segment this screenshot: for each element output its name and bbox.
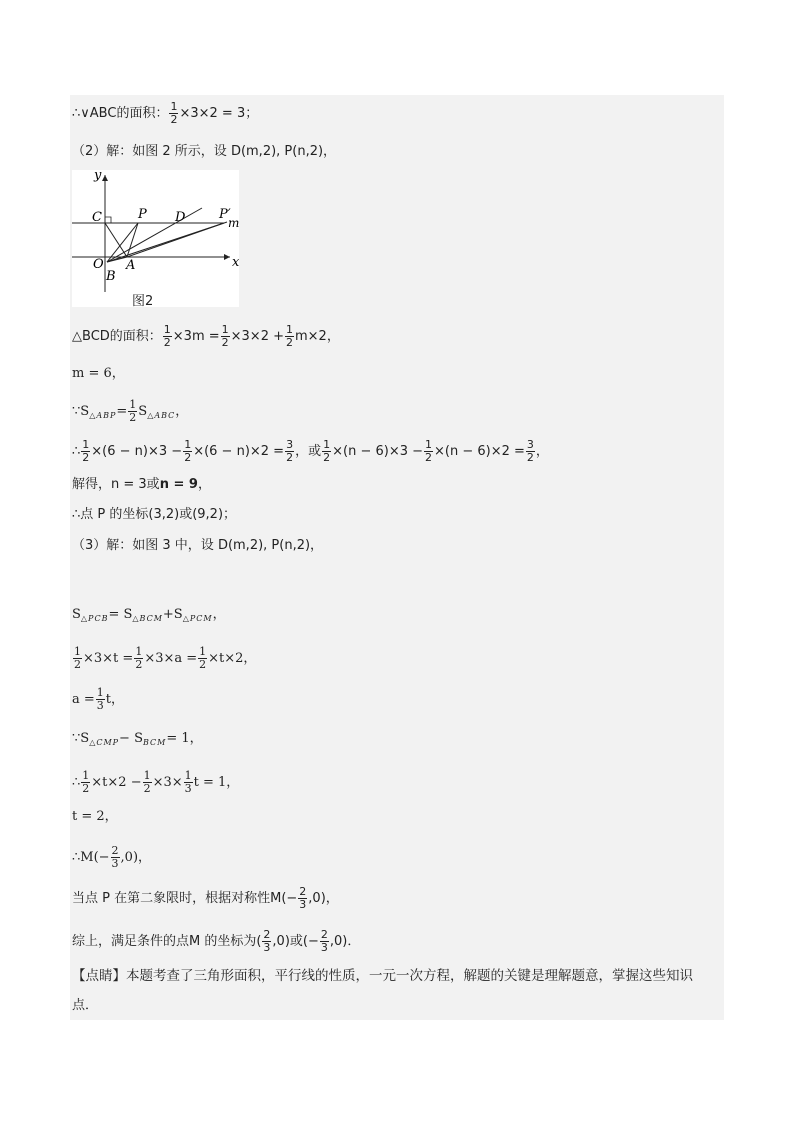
denominator: 2: [129, 411, 137, 424]
label-x: x: [232, 255, 239, 270]
denominator: 2: [323, 451, 331, 464]
text: =: [116, 403, 128, 419]
numerator: 1: [170, 100, 178, 113]
denominator: 2: [286, 336, 293, 349]
numerator: 1: [143, 769, 151, 782]
numerator: 2: [299, 885, 307, 898]
line-3: [72, 324, 722, 349]
numerator: 1: [286, 323, 293, 336]
line-2: [72, 143, 722, 161]
text: ∵S: [72, 731, 90, 746]
line-4: [72, 365, 722, 383]
text: ，: [212, 607, 226, 622]
label-d: D: [175, 210, 186, 225]
denominator: 2: [163, 336, 171, 349]
line-16: [72, 845, 722, 870]
fraction: [285, 439, 294, 464]
fraction: [128, 399, 137, 424]
label-o: O: [93, 257, 104, 272]
line-20: [72, 997, 722, 1015]
line-12: [72, 687, 722, 712]
subscript: △ABP: [89, 410, 117, 420]
label-c: C: [92, 210, 102, 225]
numerator: 1: [184, 769, 192, 782]
text: ∴: [72, 443, 81, 459]
fraction: [526, 439, 535, 464]
denominator: 3: [184, 782, 192, 795]
text: ×(6 − n)×2 =: [193, 443, 285, 459]
fraction: [184, 770, 193, 795]
text: ×t×2 −: [91, 774, 142, 790]
text: ,0)或(−: [272, 933, 319, 949]
text: ∴: [72, 774, 81, 790]
text: ×(n − 6)×2 =: [434, 443, 525, 459]
numerator: 1: [82, 769, 90, 782]
fraction: [134, 646, 143, 671]
denominator: 2: [135, 658, 143, 671]
text: ×3×: [152, 774, 183, 790]
fraction: [111, 845, 120, 870]
label-p-prime: P′: [219, 207, 231, 222]
text: △BCD的面积：: [72, 328, 162, 344]
line-19: [72, 967, 722, 985]
line-13: [72, 730, 722, 748]
text: t = 2，: [72, 809, 118, 824]
denominator: 3: [96, 699, 104, 712]
text: 综上，满足条件的点M 的坐标为(: [72, 933, 262, 949]
denominator: 2: [286, 451, 294, 464]
fraction: [322, 439, 331, 464]
text: = S: [108, 607, 133, 622]
text: ×t×2，: [208, 650, 257, 666]
fraction: [298, 886, 307, 911]
line-9: [72, 537, 722, 555]
subscript: △ABC: [147, 410, 176, 420]
text: m×2，: [295, 328, 340, 344]
text: = 1，: [166, 731, 203, 746]
text: ∴M(−: [72, 849, 110, 865]
numerator: 2: [263, 928, 271, 941]
fraction: [183, 439, 192, 464]
fraction: [198, 646, 207, 671]
numerator: 1: [199, 645, 207, 658]
numerator: 1: [221, 323, 229, 336]
label-p: P: [138, 207, 147, 222]
denominator: 3: [111, 857, 119, 870]
text: m = 6，: [72, 366, 125, 381]
text: 当点 P 在第二象限时，根据对称性M(−: [72, 890, 298, 906]
text: ，或: [295, 443, 322, 459]
line-10: [72, 606, 722, 624]
fraction: [81, 770, 90, 795]
fraction: [320, 929, 329, 954]
text: ×3×a =: [144, 650, 198, 666]
text: ∴∨ABC的面积：: [72, 105, 169, 121]
label-b: B: [106, 269, 116, 284]
fraction: [262, 929, 271, 954]
text: ×3×t =: [83, 650, 134, 666]
subscript: △PCM: [182, 614, 213, 623]
text: （3）解：如图 3 中，设 D(m,2), P(n,2)，: [72, 538, 324, 553]
numerator: 1: [163, 323, 171, 336]
denominator: 2: [221, 336, 229, 349]
fraction: [221, 324, 230, 349]
coordinate-diagram: [72, 170, 239, 307]
numerator: 1: [323, 438, 331, 451]
line-15: [72, 808, 722, 826]
fraction: [169, 101, 178, 126]
label-a: A: [126, 258, 136, 273]
text: n = 3或: [111, 477, 160, 492]
fraction: [163, 324, 172, 349]
text: ∴点 P 的坐标(3,2)或(9,2)；: [72, 507, 237, 522]
denominator: 2: [526, 451, 534, 464]
denominator: 2: [82, 782, 90, 795]
figure-2: [72, 170, 239, 307]
bold-text: n = 9: [159, 477, 198, 492]
denominator: 2: [425, 451, 433, 464]
fraction: [424, 439, 433, 464]
text: ∵S: [72, 403, 90, 419]
line-7: [72, 476, 722, 494]
text: ×(n − 6)×3 −: [332, 443, 424, 459]
denominator: 3: [299, 898, 307, 911]
text: t = 1，: [193, 774, 240, 790]
numerator: 1: [96, 686, 104, 699]
denominator: 3: [263, 941, 271, 954]
text: ×3×2 +: [230, 328, 284, 344]
line-8: [72, 506, 722, 524]
figure-caption: 图2: [132, 294, 154, 309]
fraction: [73, 646, 82, 671]
text: 解得，: [72, 477, 112, 492]
text: − S: [119, 731, 143, 746]
fraction: [81, 439, 90, 464]
numerator: 3: [286, 438, 294, 451]
denominator: 3: [320, 941, 328, 954]
segment-ca: [105, 223, 127, 257]
text: ，: [197, 477, 211, 492]
denominator: 2: [82, 451, 90, 464]
text: （2）解：如图 2 所示，设 D(m,2), P(n,2)，: [72, 144, 337, 159]
numerator: 3: [526, 438, 534, 451]
subscript: △CMP: [89, 738, 120, 747]
line-17: [72, 886, 722, 911]
numerator: 1: [184, 438, 192, 451]
numerator: 2: [320, 928, 328, 941]
denominator: 2: [74, 658, 81, 671]
text: ×3m =: [172, 328, 220, 344]
label-m: m: [228, 216, 239, 230]
text: a =: [72, 691, 95, 707]
line-14: [72, 770, 722, 795]
fraction: [96, 687, 105, 712]
text: ×3×2 = 3；: [179, 105, 259, 121]
text: ,0)，: [120, 849, 152, 865]
numerator: 2: [111, 844, 119, 857]
segment-pb: [107, 223, 138, 262]
numerator: 1: [82, 438, 90, 451]
denominator: 2: [170, 113, 178, 126]
text: ,0)，: [308, 890, 339, 906]
denominator: 2: [184, 451, 192, 464]
text: 点．: [72, 998, 99, 1013]
text: S: [138, 403, 148, 419]
fraction: [285, 324, 294, 349]
line-11: [72, 646, 722, 671]
numerator: 1: [74, 645, 81, 658]
numerator: 1: [425, 438, 433, 451]
text: ,0)．: [329, 933, 361, 949]
label-y: y: [94, 170, 102, 183]
line-1: [72, 101, 722, 126]
text: ，: [175, 403, 189, 419]
text: ，: [535, 443, 549, 459]
text: t，: [105, 691, 125, 707]
line-18: [72, 929, 722, 954]
text: ×(6 − n)×3 −: [91, 443, 183, 459]
text: S: [72, 607, 81, 622]
subscript: BCM: [142, 738, 167, 747]
subscript: △PCB: [80, 614, 109, 623]
right-angle-mark: [105, 217, 111, 223]
line-6: [72, 439, 722, 464]
fraction: [143, 770, 152, 795]
text: 【点睛】本题考查了三角形面积，平行线的性质，一元一次方程，解题的关键是理解题意，掌握这些知识: [72, 968, 693, 984]
numerator: 1: [129, 398, 137, 411]
numerator: 1: [135, 645, 143, 658]
denominator: 2: [143, 782, 151, 795]
subscript: △BCM: [132, 614, 163, 623]
line-5: [72, 399, 722, 424]
denominator: 2: [199, 658, 207, 671]
text: +S: [162, 607, 183, 622]
